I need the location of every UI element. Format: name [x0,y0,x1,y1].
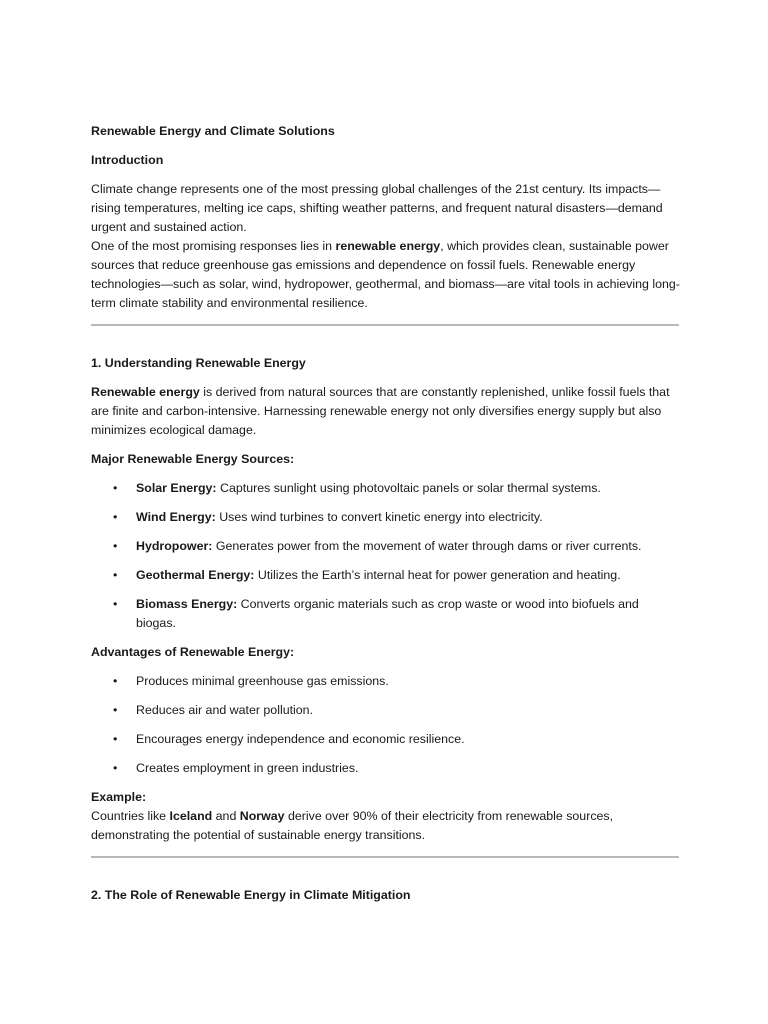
section-1-paragraph [91,383,681,440]
intro-p2-prefix: One of the most promising responses lies in [91,239,336,253]
advantages-list [91,672,681,778]
advantage-text: Reduces air and water pollution. [136,703,314,717]
list-item [91,508,681,527]
list-item [91,672,681,691]
source-description: Generates power from the movement of water through dams or river currents. [212,539,642,553]
advantage-text: Creates employment in green industries. [136,761,359,775]
example-country-iceland: Iceland [169,809,213,823]
source-term: Biomass Energy: [136,597,238,611]
source-term: Wind Energy: [136,510,216,524]
advantage-text: Produces minimal greenhouse gas emissions. [136,674,389,688]
example-suffix: derive over 90% of their electricity from renewable sources, demonstrating the potential of sustainable energy transitions. [91,809,614,842]
bullet-icon: • [113,703,118,717]
source-term: Geothermal Energy: [136,568,255,582]
introduction-paragraph-1: Climate change represents one of the most pressing global challenges of the 21st century. Its impacts—rising temperatures, melting ice caps, shifting weather patterns, and frequent natural disasters—demand urgent and sustained action. [91,182,663,234]
example-prefix: Countries like [91,809,170,823]
list-item [91,730,681,749]
section-1-text: is derived from natural sources that are constantly replenished, unlike fossil fuels that are finite and carbon-intensive. Harnessing renewable energy not only diversifies energy supply but also minimizes ecological damage. [91,385,670,437]
list-item [91,479,681,498]
section-2-heading: 2. The Role of Renewable Energy in Climate Mitigation [91,888,411,902]
document-title: Renewable Energy and Climate Solutions [91,124,335,138]
sources-list [91,479,681,633]
bullet-icon: • [113,539,118,553]
advantages-heading: Advantages of Renewable Energy: [91,645,295,659]
section-1-bold-term: Renewable energy [91,385,200,399]
bullet-icon: • [113,597,118,611]
source-description: Captures sunlight using photovoltaic panels or solar thermal systems. [216,481,601,495]
introduction-heading: Introduction [91,153,164,167]
list-item [91,701,681,720]
example-middle: and [212,809,240,823]
document-page [91,122,681,905]
intro-p2-bold-term: renewable energy [335,239,441,253]
section-divider [91,856,679,858]
source-description: Converts organic materials such as crop waste or wood into biofuels and biogas. [136,597,639,630]
section-1-heading: 1. Understanding Renewable Energy [91,356,306,370]
source-term: Hydropower: [136,539,213,553]
example-paragraph [91,807,681,845]
introduction-paragraph-2 [91,237,681,313]
source-description: Utilizes the Earth’s internal heat for power generation and heating. [254,568,621,582]
example-label: Example: [91,790,147,804]
bullet-icon: • [113,761,118,775]
bullet-icon: • [113,732,118,746]
source-term: Solar Energy: [136,481,217,495]
list-item [91,566,681,585]
bullet-icon: • [113,481,118,495]
list-item [91,595,681,633]
bullet-icon: • [113,674,118,688]
example-country-norway: Norway [239,809,285,823]
advantage-text: Encourages energy independence and economic resilience. [136,732,465,746]
sources-heading: Major Renewable Energy Sources: [91,452,295,466]
source-description: Uses wind turbines to convert kinetic energy into electricity. [215,510,543,524]
bullet-icon: • [113,568,118,582]
list-item [91,759,681,778]
section-divider [91,324,679,326]
list-item [91,537,681,556]
bullet-icon: • [113,510,118,524]
intro-p2-suffix: , which provides clean, sustainable power sources that reduce greenhouse gas emissions and dependence on fossil fuels. Renewable energy technologies—such as solar, wind, hydropower, geothermal, and biomass—are vital tools in achieving long-term climate stability and environmental resilience. [91,239,680,310]
